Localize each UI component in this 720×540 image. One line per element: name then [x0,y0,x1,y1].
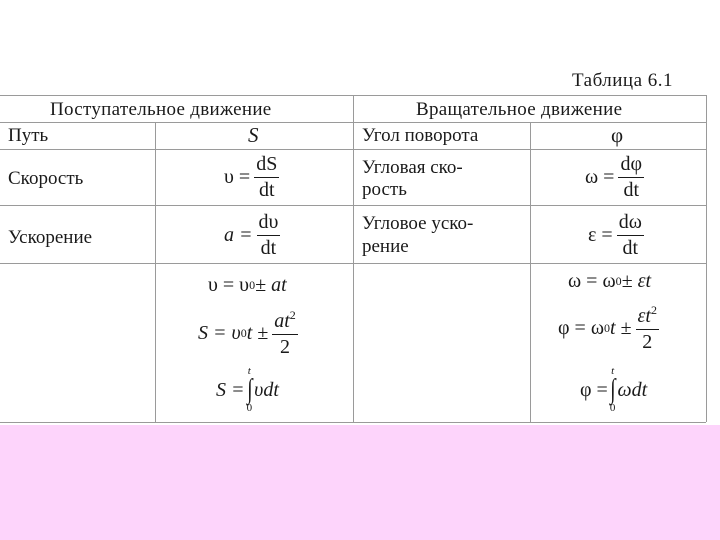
fraction-numerator: dυ [257,211,281,236]
table-bottom-border [0,422,706,423]
formula-lhs: φ = ω [558,316,604,339]
symbol-path: S [248,123,259,147]
integral-symbol: ∫ [609,374,616,405]
formula-subscript: 0 [615,274,622,288]
formula-angle-integral [580,362,647,418]
label-angular-velocity-line2: рость [362,179,407,200]
label-path: Путь [8,125,49,146]
fraction [254,153,279,202]
column-divider-right [530,122,531,422]
integral-lower-limit: 0 [609,402,616,414]
fraction [618,153,644,202]
fraction-superscript: 2 [650,302,657,317]
fraction-denominator: dt [622,236,639,259]
integral-sign [609,366,617,414]
formula-subscript: 0 [604,320,610,335]
formula-subscript: 0 [249,278,256,292]
fraction-superscript: 2 [289,307,296,322]
formula-lhs: υ = [224,165,251,188]
formula-rhs: ± at [255,274,287,296]
fraction-denominator: dt [260,236,277,259]
formula-velocity-def [224,151,279,203]
fraction-denominator: dt [623,178,639,201]
integral-symbol: ∫ [246,374,253,405]
fraction-numerator: dω [617,211,644,236]
fraction [257,211,281,260]
formula-integrand: υdt [254,378,279,401]
formula-path-uniform [198,306,298,360]
header-translational: Поступательное движение [50,99,272,120]
integral-upper-limit: t [611,365,615,377]
label-velocity: Скорость [8,168,84,189]
formula-rhs: ± εt [621,270,652,292]
fraction [272,308,298,359]
formula-subscript: 0 [240,325,247,340]
fraction-numerator: dS [254,153,279,178]
table-caption: Таблица 6.1 [572,70,674,91]
fraction-numerator-text: εt [637,304,651,327]
fraction-numerator [272,308,298,335]
formula-velocity-uniform [208,274,287,297]
table-right-border [706,95,707,422]
formula-acceleration-def [224,208,280,262]
formula-angle-uniform [558,300,659,356]
fraction-numerator-text: at [274,309,290,332]
integral-lower-limit: 0 [246,402,253,414]
symbol-angle: φ [611,123,624,147]
label-angular-acceleration-line1: Угловое уско- [362,213,474,234]
formula-mid: t ± [610,316,632,339]
fraction [617,211,644,260]
formula-lhs: S = υ [198,321,241,344]
bottom-color-band [0,425,720,540]
formula-lhs: ω = [585,165,615,188]
header-rotational: Вращательное движение [416,99,623,120]
formula-lhs: S = [216,378,245,401]
formula-integrand: ωdt [617,378,648,401]
formula-angular-velocity-uniform [568,270,651,293]
formula-path-integral [216,364,279,416]
column-divider-middle [353,95,354,422]
formula-lhs: a = [224,223,253,246]
formula-lhs: ω = ω [568,270,616,292]
formula-angular-velocity-def [585,151,644,203]
fraction-denominator: 2 [280,335,291,358]
formula-mid: t ± [246,321,269,344]
formula-lhs: φ = [580,378,608,401]
fraction-denominator: 2 [642,330,653,353]
label-acceleration: Ускорение [8,227,93,248]
label-angular-acceleration-line2: рение [362,236,409,257]
fraction-numerator [636,303,659,330]
integral-sign [246,366,254,414]
label-angle: Угол поворота [362,125,479,146]
fraction-denominator: dt [258,178,275,201]
formula-angular-acceleration-def [588,208,644,262]
column-divider-left [155,122,156,422]
formula-lhs: υ = υ [208,274,250,296]
integral-upper-limit: t [247,365,251,377]
formula-lhs: ε = [588,223,613,246]
fraction [636,303,659,354]
fraction-numerator: dφ [618,153,644,178]
label-angular-velocity-line1: Угловая ско- [362,157,463,178]
